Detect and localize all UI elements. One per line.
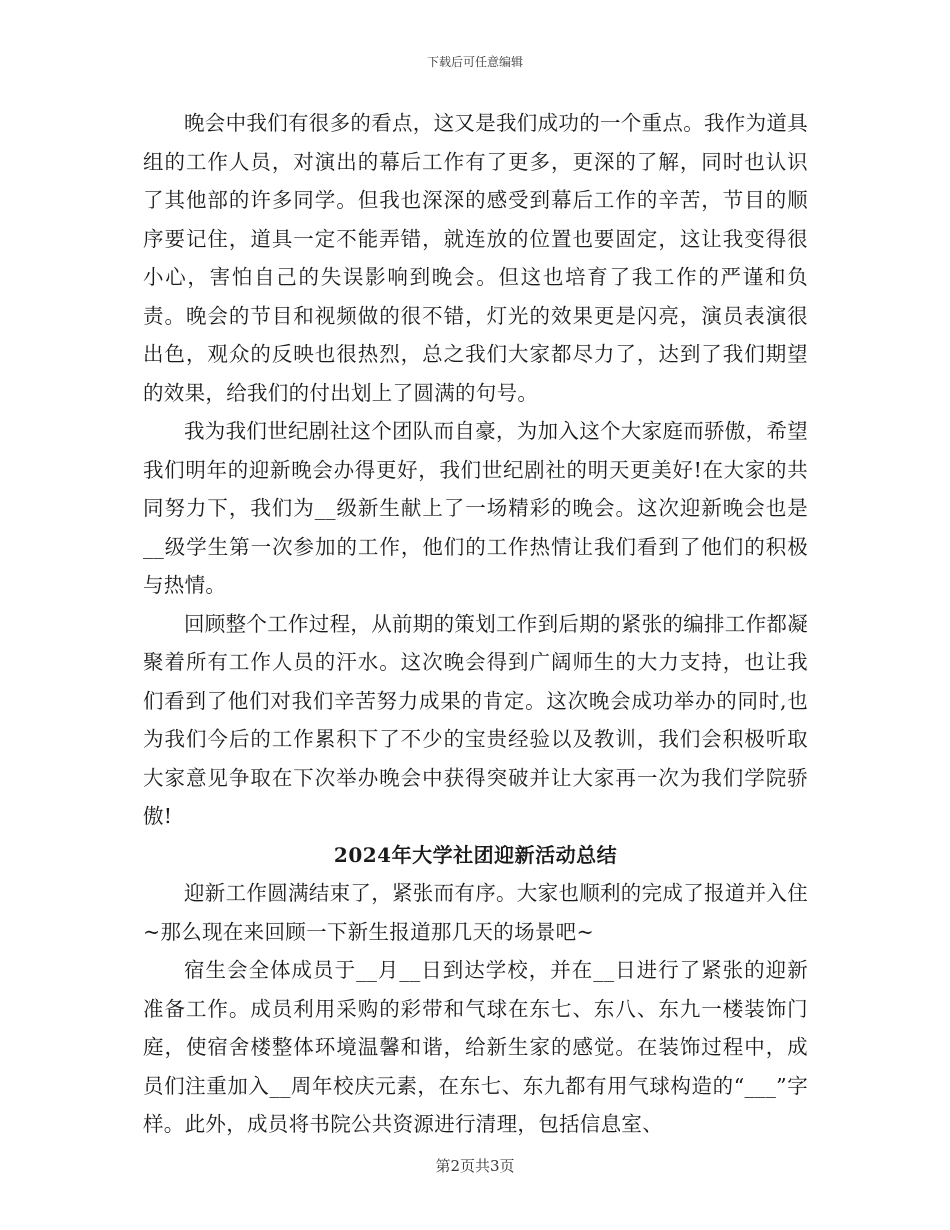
- page-number: 第2页共3页: [435, 1157, 515, 1175]
- section-paragraph-2: 宿生会全体成员于__月__日到达学校，并在__日进行了紧张的迎新准备工作。成员利用采购的彩带和气球在东七、东八、东九一楼装饰门庭，使宿舍楼整体环境温馨和谐，给新生家的感觉。在装饰过程中，成员们注重加入__周年校庆元素，在东七、东九都有用气球构造的“___”字样。此外，成员将书院公共资源进行清理，包括信息室、: [143, 958, 808, 1136]
- paragraph-3: 回顾整个工作过程，从前期的策划工作到后期的紧张的编排工作都凝聚着所有工作人员的汗水。这次晚会得到广阔师生的大力支持，也让我们看到了他们对我们辛苦努力成果的肯定。这次晚会成功举办的同时,也为我们今后的工作累积下了不少的宝贵经验以及教训，我们会积极听取大家意见争取在下次举办晚会中获得突破并让大家再一次为我们学院骄傲!: [143, 611, 808, 828]
- paragraph-1: 晚会中我们有很多的看点，这又是我们成功的一个重点。我作为道具组的工作人员，对演出的幕后工作有了更多，更深的了解，同时也认识了其他部的许多同学。但我也深深的感受到幕后工作的辛苦，节目的顺序要记住，道具一定不能弄错，就连放的位置也要固定，这让我变得很小心，害怕自己的失误影响到晚会。但这也培育了我工作的严谨和负责。晚会的节目和视频做的很不错，灯光的效果更是闪亮，演员表演很出色，观众的反映也很热烈，总之我们大家都尽力了，达到了我们期望的效果，给我们的付出划上了圆满的句号。: [143, 111, 808, 405]
- header-note: 下载后可任意编辑: [426, 55, 523, 69]
- paragraph-2: 我为我们世纪剧社这个团队而自豪，为加入这个大家庭而骄傲，希望我们明年的迎新晚会办得更好，我们世纪剧社的明天更美好!在大家的共同努力下，我们为__级新生献上了一场精彩的晚会。这次迎新晚会也是__级学生第一次参加的工作，他们的工作热情让我们看到了他们的积极与热情。: [143, 419, 808, 597]
- section-title: 2024年大学社团迎新活动总结: [333, 842, 618, 867]
- document-body: [143, 104, 808, 1144]
- section-paragraph-1: 迎新工作圆满结束了，紧张而有序。大家也顺利的完成了报道并入住~那么现在来回顾一下新生报道那几天的场景吧~: [143, 881, 808, 944]
